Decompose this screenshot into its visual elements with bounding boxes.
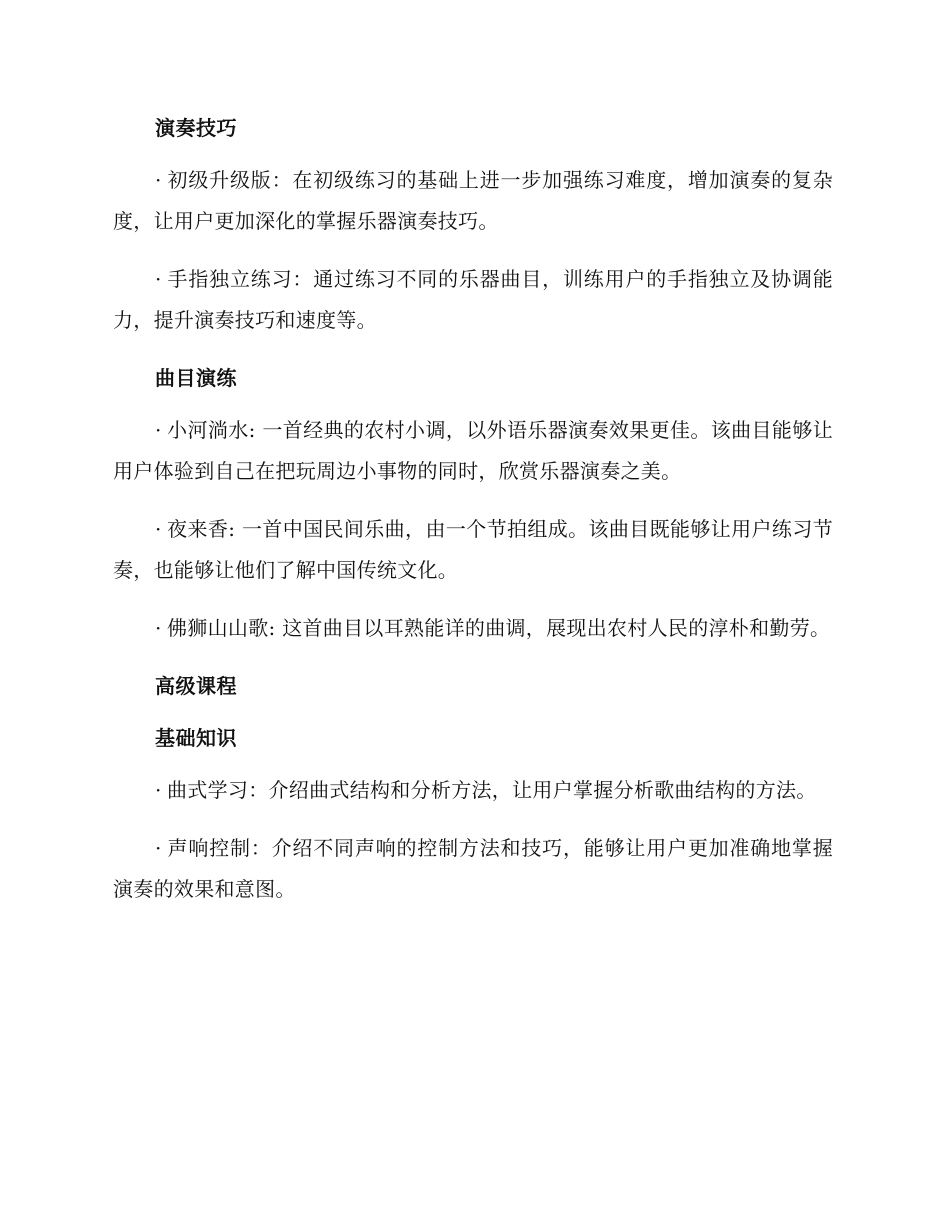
paragraph-text: 曲式学习：介绍曲式结构和分析方法，让用户掌握分析歌曲结构的方法。: [167, 778, 817, 802]
bullet-marker: ·: [155, 836, 162, 860]
paragraph-text: 声响控制：介绍不同声响的控制方法和技巧，能够让用户更加准确地掌握演奏的效果和意图。: [113, 836, 833, 901]
bullet-paragraph-advanced-beginner: [113, 160, 833, 242]
bullet-paragraph-musical-form: [113, 770, 833, 811]
bullet-marker: ·: [155, 418, 162, 442]
bullet-paragraph-finger-independence: [113, 259, 833, 341]
paragraph-text: 小河淌水: 一首经典的农村小调，以外语乐器演奏效果更佳。该曲目能够让用户体验到自己在把玩周边小事物的同时，欣赏乐器演奏之美。: [113, 418, 833, 483]
bullet-paragraph-foshishan-shange: [113, 608, 833, 649]
bullet-paragraph-xiaohe-tangshui: [113, 410, 833, 492]
section-heading-advanced-course: 高级课程: [155, 674, 237, 698]
section-heading-basic-knowledge: 基础知识: [155, 726, 237, 750]
bullet-marker: ·: [155, 168, 162, 192]
bullet-marker: ·: [155, 616, 162, 640]
section-heading-repertoire-practice: 曲目演练: [155, 366, 237, 390]
paragraph-text: 手指独立练习：通过练习不同的乐器曲目，训练用户的手指独立及协调能力，提升演奏技巧和速度等。: [113, 267, 833, 332]
bullet-paragraph-yelaixiang: [113, 509, 833, 591]
document-body: [113, 108, 833, 927]
paragraph-text: 初级升级版：在初级练习的基础上进一步加强练习难度，增加演奏的复杂度，让用户更加深化的掌握乐器演奏技巧。: [113, 168, 833, 233]
bullet-marker: ·: [155, 517, 162, 541]
section-heading-performance-skills: 演奏技巧: [155, 116, 237, 140]
bullet-marker: ·: [155, 778, 162, 802]
paragraph-text: 佛狮山山歌: 这首曲目以耳熟能详的曲调，展现出农村人民的淳朴和勤劳。: [167, 616, 831, 640]
paragraph-text: 夜来香: 一首中国民间乐曲，由一个节拍组成。该曲目既能够让用户练习节奏，也能够让他们了解中国传统文化。: [113, 517, 833, 582]
bullet-paragraph-sound-control: [113, 828, 833, 910]
bullet-marker: ·: [155, 267, 162, 291]
